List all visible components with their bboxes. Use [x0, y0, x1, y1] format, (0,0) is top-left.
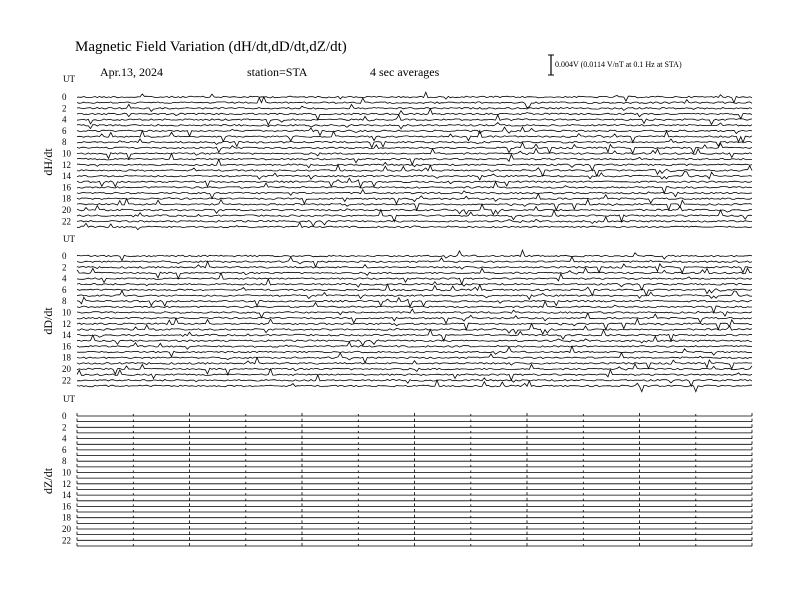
trace-row [77, 509, 752, 512]
hour-tick-label: 12 [62, 318, 71, 329]
panel-time-label: UT [63, 74, 75, 84]
trace-row [77, 329, 752, 341]
trace-row [77, 194, 752, 204]
trace-row [77, 284, 752, 295]
trace-row [77, 159, 752, 170]
trace-row [77, 503, 752, 506]
trace-row [77, 498, 752, 501]
trace-row [77, 369, 752, 380]
trace-row [77, 297, 752, 307]
trace-row [77, 301, 752, 313]
hour-tick-label: 16 [62, 182, 71, 193]
hour-tick-label: 14 [62, 171, 71, 182]
trace-row [77, 526, 752, 529]
trace-row [77, 419, 752, 422]
hour-tick-label: 8 [62, 137, 67, 148]
trace-row [77, 470, 752, 473]
hour-tick-label: 6 [62, 284, 67, 295]
trace-row [77, 139, 752, 148]
trace-row [77, 375, 752, 386]
trace-row [77, 447, 752, 450]
panel-axis-label: dH/dt [41, 148, 55, 176]
trace-row [77, 178, 752, 187]
hour-tick-label: 10 [62, 467, 71, 478]
trace-row [77, 104, 752, 111]
hour-tick-label: 4 [62, 433, 67, 444]
scale-label: 0.004V (0.0114 V/nT at 0.1 Hz at STA) [555, 60, 682, 69]
trace-row [77, 199, 752, 211]
trace-row [77, 346, 752, 356]
trace-row [77, 190, 752, 199]
trace-row [77, 486, 752, 489]
hour-tick-label: 18 [62, 193, 71, 204]
trace-row [77, 309, 752, 318]
trace-row [77, 430, 752, 433]
hour-tick-label: 6 [62, 125, 67, 136]
trace-row [77, 153, 752, 164]
trace-row [77, 441, 752, 444]
hour-tick-label: 6 [62, 444, 67, 455]
trace-row [77, 143, 752, 154]
hour-tick-label: 22 [62, 535, 71, 546]
trace-row [77, 291, 752, 299]
hour-tick-label: 18 [62, 352, 71, 363]
panel-time-label: UT [63, 234, 75, 244]
panel-axis-label: dZ/dt [41, 467, 55, 494]
hour-tick-label: 0 [62, 251, 67, 261]
hour-tick-label: 8 [62, 456, 67, 467]
trace-row [77, 148, 752, 159]
hour-tick-label: 12 [62, 159, 71, 170]
panel-axis-label: dD/dt [41, 307, 55, 335]
hour-tick-label: 14 [62, 330, 71, 341]
hour-tick-label: 4 [62, 273, 67, 284]
trace-row [77, 257, 752, 267]
averaging-label: 4 sec averages [370, 65, 440, 79]
trace-row [77, 453, 752, 456]
trace-row [77, 543, 752, 546]
trace-row [77, 424, 752, 427]
trace-row [77, 182, 752, 194]
trace-row [77, 520, 752, 523]
trace-row [77, 481, 752, 484]
trace-row [77, 475, 752, 478]
hour-tick-label: 20 [62, 205, 71, 215]
hour-tick-label: 4 [62, 114, 67, 125]
hour-tick-label: 22 [62, 216, 71, 227]
trace-row [77, 131, 752, 143]
trace-row [77, 537, 752, 540]
trace-row [77, 318, 752, 330]
trace-row [77, 279, 752, 290]
hour-tick-label: 16 [62, 501, 71, 512]
hour-tick-label: 18 [62, 512, 71, 523]
chart-title: Magnetic Field Variation (dH/dt,dD/dt,dZ/dt) [75, 39, 347, 55]
hour-tick-label: 8 [62, 296, 67, 307]
trace-row [77, 458, 752, 461]
trace-row [77, 532, 752, 535]
trace-row [77, 324, 752, 335]
hour-tick-label: 0 [62, 92, 67, 102]
hour-tick-label: 12 [62, 478, 71, 489]
trace-row [77, 515, 752, 518]
trace-row [77, 210, 752, 222]
trace-row [77, 492, 752, 495]
trace-row [77, 109, 752, 120]
hour-tick-label: 2 [62, 422, 67, 433]
trace-row [77, 380, 752, 392]
trace-row [77, 92, 752, 102]
hour-tick-label: 20 [62, 364, 71, 374]
trace-row [77, 123, 752, 129]
trace-row [77, 97, 752, 108]
hour-tick-label: 14 [62, 490, 71, 501]
trace-row [77, 172, 752, 180]
trace-row [77, 273, 752, 284]
trace-row [77, 115, 752, 125]
trace-row [77, 223, 752, 230]
trace-row [77, 413, 752, 416]
date-label: Apr.13, 2024 [100, 65, 163, 79]
trace-row [77, 127, 752, 136]
hour-tick-label: 10 [62, 148, 71, 159]
station-label: station=STA [247, 65, 308, 79]
trace-row [77, 342, 752, 349]
trace-row [77, 313, 752, 324]
hour-tick-label: 2 [62, 103, 67, 114]
hour-tick-label: 2 [62, 262, 67, 273]
trace-row [77, 250, 752, 260]
trace-row [77, 204, 752, 215]
hour-tick-label: 22 [62, 375, 71, 386]
trace-row [77, 217, 752, 226]
trace-row [77, 335, 752, 346]
trace-row [77, 464, 752, 467]
hour-tick-label: 16 [62, 341, 71, 352]
trace-row [77, 436, 752, 439]
trace-row [77, 268, 752, 279]
hour-tick-label: 20 [62, 524, 71, 534]
trace-row [77, 358, 752, 369]
hour-tick-label: 0 [62, 411, 67, 421]
trace-row [77, 364, 752, 375]
hour-tick-label: 10 [62, 307, 71, 318]
panel-time-label: UT [63, 394, 75, 404]
